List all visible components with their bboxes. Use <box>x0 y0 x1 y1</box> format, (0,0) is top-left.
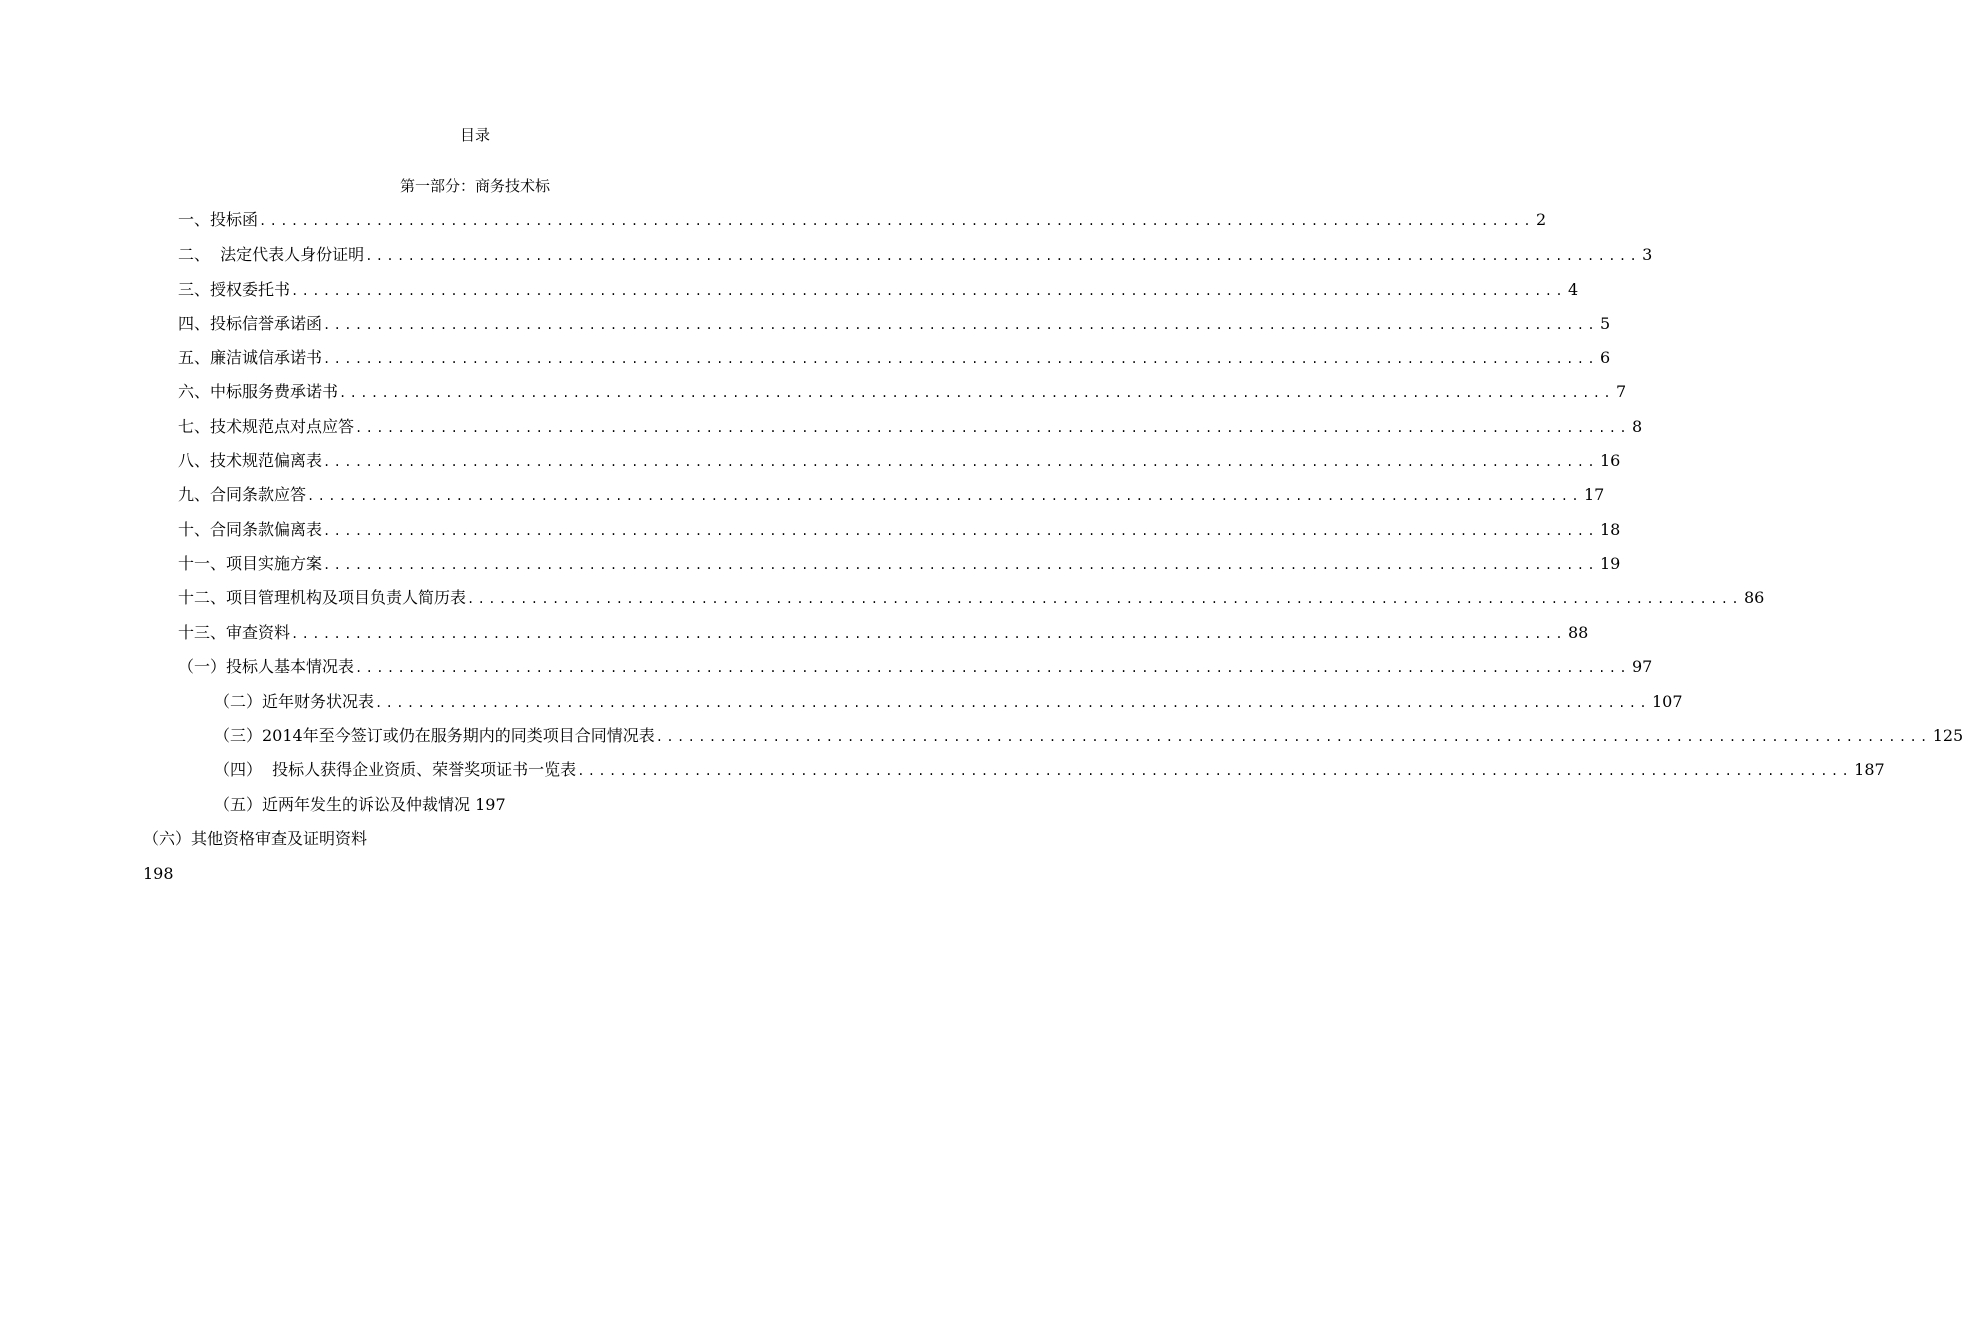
toc-entry[interactable] <box>178 207 1547 233</box>
toc-entry-page: 16 <box>1599 451 1621 470</box>
toc-leader: ........................................................................................................................ <box>655 730 1931 744</box>
toc-entry-page: 125 <box>1932 726 1963 745</box>
toc-entry[interactable] <box>178 654 1653 680</box>
toc-entry-label: 六、中标服务费承诺书 <box>178 382 339 401</box>
toc-leader: ........................................................................................................................ <box>323 558 1598 572</box>
toc-leader: ........................................................................................................................ <box>365 249 1641 263</box>
toc-entry-label: （一）投标人基本情况表 <box>178 657 355 676</box>
toc-entry-page: 7 <box>1615 382 1627 401</box>
toc-entry[interactable] <box>178 311 1611 337</box>
toc-entry-page: 187 <box>1854 760 1885 779</box>
toc-entry[interactable] <box>214 723 1963 749</box>
part-title: 第一部分：商务技术标 <box>399 177 550 195</box>
toc-entry-label: 四、投标信誉承诺函 <box>178 314 323 333</box>
toc-entry-page: 3 <box>1642 245 1653 264</box>
toc-leader: ........................................................................................................................ <box>291 284 1566 298</box>
toc-entry[interactable] <box>214 757 1885 783</box>
toc-entry-label: （三）2014年至今签订或仍在服务期内的同类项目合同情况表 <box>214 726 655 745</box>
toc-entry-label: 十一、项目实施方案 <box>178 554 323 573</box>
toc-leader: ........................................................................................................................ <box>323 318 1598 332</box>
toc-leader: ........................................................................................................................ <box>467 592 1742 606</box>
toc-entry[interactable] <box>178 277 1579 303</box>
toc-entry-page: 8 <box>1631 417 1643 436</box>
toc-leader: ........................................................................................................................ <box>323 352 1598 366</box>
toc-entry[interactable] <box>178 585 1765 611</box>
toc-entry-label: （二）近年财务状况表 <box>214 692 375 711</box>
toc-entry-label: 十二、项目管理机构及项目负责人简历表 <box>178 588 467 607</box>
toc-entry-page: 6 <box>1599 348 1611 367</box>
toc-entry[interactable] <box>178 379 1627 405</box>
toc-leader: ........................................................................................................................ <box>355 421 1630 435</box>
toc-entry-page: 18 <box>1599 520 1621 539</box>
toc-leader: ........................................................................................................................ <box>375 696 1650 710</box>
toc-entry-page: 5 <box>1599 314 1611 333</box>
toc-entry[interactable] <box>178 551 1621 577</box>
toc-leader: ........................................................................................................................ <box>577 764 1853 778</box>
toc-entry-page: 86 <box>1743 588 1765 607</box>
toc-entry-page: 107 <box>1651 692 1683 711</box>
page-title: 目录 <box>459 126 490 144</box>
toc-entry-page: 17 <box>1583 485 1605 504</box>
toc-entry[interactable] <box>178 242 1653 268</box>
toc-entry-label: 十三、审查资料 <box>178 623 291 642</box>
toc-entry[interactable] <box>178 448 1621 474</box>
toc-leader: ........................................................................................................................ <box>323 455 1598 469</box>
toc-entry-label: 九、合同条款应答 <box>178 485 307 504</box>
toc-entry[interactable] <box>178 345 1611 371</box>
toc-entry[interactable] <box>214 689 1683 715</box>
toc-entry-label: 五、廉洁诚信承诺书 <box>178 348 323 367</box>
toc-entry[interactable] <box>178 620 1589 646</box>
toc-entry[interactable] <box>178 414 1643 440</box>
toc-entry-six[interactable]: （六）其他资格审查及证明资料 <box>143 829 368 848</box>
toc-entry-page: 2 <box>1535 210 1547 229</box>
toc-leader: ........................................................................................................................ <box>259 214 1534 228</box>
toc-entry-label: 十、合同条款偏离表 <box>178 520 323 539</box>
toc-entry-label: 二、 法定代表人身份证明 <box>178 245 365 264</box>
toc-leader: ........................................................................................................................ <box>291 627 1566 641</box>
toc-leader: ........................................................................................................................ <box>355 661 1630 675</box>
toc-entry-page: 88 <box>1567 623 1589 642</box>
toc-entry[interactable] <box>178 517 1621 543</box>
toc-leader: ........................................................................................................................ <box>323 524 1598 538</box>
toc-entry[interactable] <box>178 482 1605 508</box>
toc-entry-label: 一、投标函 <box>178 210 259 229</box>
toc-entry-six-page: 198 <box>143 864 174 883</box>
toc-entry-page: 4 <box>1567 280 1579 299</box>
toc-leader: ........................................................................................................................ <box>339 386 1614 400</box>
toc-entry-page: 19 <box>1599 554 1621 573</box>
toc-entry-page: 97 <box>1631 657 1653 676</box>
toc-entry-five[interactable]: （五）近两年发生的诉讼及仲裁情况 197 <box>214 795 506 814</box>
toc-entry-label: 三、授权委托书 <box>178 280 291 299</box>
toc-entry-label: 七、技术规范点对点应答 <box>178 417 355 436</box>
toc-entry-label: （四） 投标人获得企业资质、荣誉奖项证书一览表 <box>214 760 577 779</box>
toc-entry-label: 八、技术规范偏离表 <box>178 451 323 470</box>
toc-leader: ........................................................................................................................ <box>307 489 1582 503</box>
